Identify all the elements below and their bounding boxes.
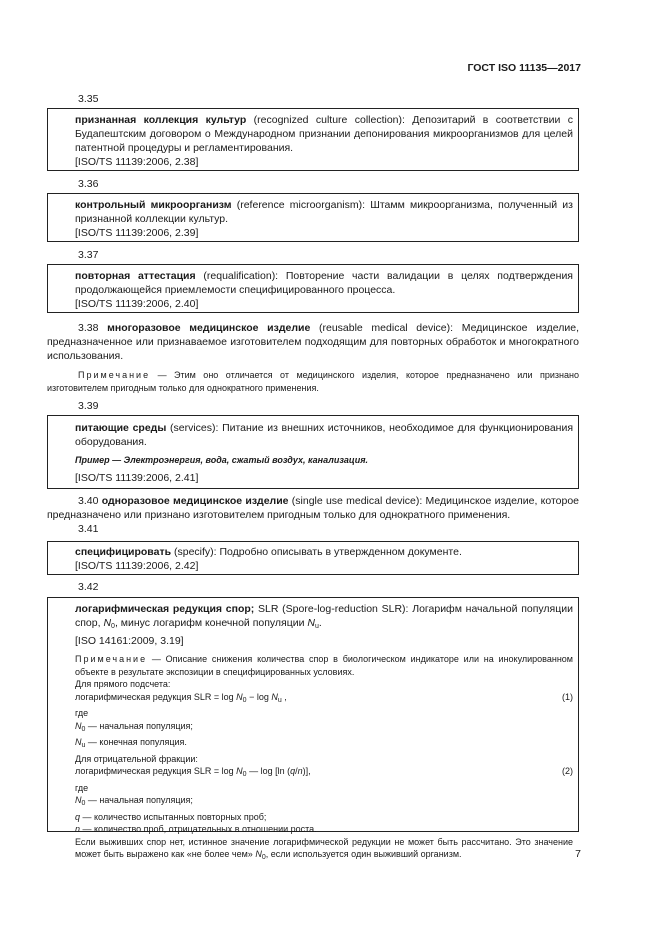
entry-definition: повторная аттестация (requalification): Повторение части валидации в целях подтверждения продолжающейся приемлемости специфицированного процесса. — [75, 270, 573, 296]
reference: [ISO 14161:2009, 3.19] — [75, 635, 184, 647]
direct-count-label: Для прямого подсчета: — [75, 679, 171, 689]
entry-box-3-36 — [47, 193, 579, 242]
entry-number-3-39: 3.39 — [78, 400, 99, 412]
entry-definition: признанная коллекция культур (recognized culture collection): Депозитарий в соответствии с Будапештским договором о Международном признании депонирования микроорганизмов для целей патентной процедуры и регламентирования. — [75, 114, 573, 154]
page-number: 7 — [575, 848, 581, 860]
equation-2: логарифмическая редукция SLR = $\log N_0$ — log [ln (q/n)], (2) — [48, 765, 578, 782]
entry-number-3-41: 3.41 — [78, 523, 99, 535]
term: логарифмическая редукция спор; — [75, 603, 255, 615]
note: Примечание — Описание снижения количества спор в биологическом индикаторе или на инокулированном объекте в результате экспозиции в специфицированных условиях. — [75, 654, 573, 677]
entry-number-3-37: 3.37 — [78, 249, 99, 261]
final-note: Если выживших спор нет, истинное значение логарифмической редукции не может быть рассчитано. Это значение может быть выражено как «не более чем» $N_0$, если используется один выживший организм. — [75, 836, 573, 861]
term: контрольный микроорганизм — [75, 199, 232, 211]
entry-3-38 — [47, 321, 579, 394]
entry-number-3-36: 3.36 — [78, 178, 99, 190]
entry-definition: 3.40 одноразовое медицинское изделие (single use medical device): Медицинское изделие, которое предназначено или признано изготовителем пригодным только для однократного применения. — [47, 495, 580, 521]
term: питающие среды — [75, 422, 167, 434]
equation-number: (1) — [562, 691, 573, 702]
entry-definition: 3.38 многоразовое медицинское изделие (reusable medical device): Медицинское изделие, предназначенное или признаваемое изготовителем подходящим для повторных обработок и многократного использования. — [47, 322, 580, 362]
entry-definition: логарифмическая редукция спор; SLR (Spore-log-reduction SLR): Логарифм начальной популяции спор, $N_0$, минус логарифм конечной популяции $N_u$. — [75, 603, 573, 630]
term: повторная аттестация — [75, 270, 196, 282]
reference: [ISO/TS 11139:2006, 2.39] — [75, 227, 199, 239]
entry-box-3-39 — [47, 415, 579, 489]
term: одноразовое медицинское изделие — [101, 495, 289, 507]
entry-box-3-41 — [47, 541, 579, 575]
term: многоразовое медицинское изделие — [107, 322, 311, 334]
document-header: ГОСТ ISO 11135—2017 — [467, 62, 581, 74]
reference: [ISO/TS 11139:2006, 2.38] — [75, 156, 199, 168]
term: специфицировать — [75, 546, 172, 558]
reference: [ISO/TS 11139:2006, 2.40] — [75, 298, 199, 310]
fraction-label: Для отрицательной фракции: — [75, 753, 198, 764]
equation-number: (2) — [562, 766, 573, 776]
example: Пример — Электроэнергия, вода, сжатый воздух, канализация. — [75, 455, 369, 465]
entry-box-3-35 — [47, 108, 579, 171]
reference: [ISO/TS 11139:2006, 2.42] — [75, 560, 199, 572]
entry-definition: питающие среды (services): Питание из внешних источников, необходимое для функционирования оборудования. — [75, 422, 574, 448]
entry-box-3-42: логарифмическая редукция спор; SLR (Spore-log-reduction SLR): Логарифм начальной популяции спор, $N_0$, минус логарифм конечной популяции $N_u$. [ISO 14161:2009, 3.19] Примечание — Описание снижения количества спор в биологическом индикаторе или на инокулированном объекте в результате экспозиции в специфицированных условиях. Для прямого подсчета: логарифмическая редукция SLR = $\log N_0 - \log N_u$ , (1) где $N_0$ — начальная популяция; $N_u$ — конечная популяция. Для отрицательной фракции: логарифмическая редукция SLR = $\log N_0$ — log [ln (q/n)], (2) где $N_0$ — начальная популяция; q — количество испытанных повторных проб; n — количество проб, отрицательных в отношении роста. Если выживших спор нет, истинное значение логарифмической редукции не может быть рассчитано. Это значение может быть выражено как «не более чем» $N_0$, если используется один выживший организм. — [47, 597, 579, 832]
entry-definition: специфицировать (specify): Подробно описывать в утвержденном документе. — [75, 546, 462, 558]
reference: [ISO/TS 11139:2006, 2.41] — [75, 471, 199, 484]
entry-3-40 — [47, 494, 579, 522]
entry-number-3-42: 3.42 — [78, 581, 99, 593]
entry-box-3-37 — [47, 264, 579, 313]
term: признанная коллекция культур — [75, 114, 247, 126]
equation-1: логарифмическая редукция SLR = $\log N_0 - \log N_u$ , (1) — [48, 691, 578, 708]
note: Примечание — Этим оно отличается от медицинского изделия, которое предназначено или признано изготовителем пригодным только для однократного применения. — [47, 370, 579, 393]
entry-number-3-35: 3.35 — [78, 93, 99, 105]
entry-definition: контрольный микроорганизм (reference microorganism): Штамм микроорганизма, полученный из признанной коллекции культур. — [75, 199, 573, 225]
